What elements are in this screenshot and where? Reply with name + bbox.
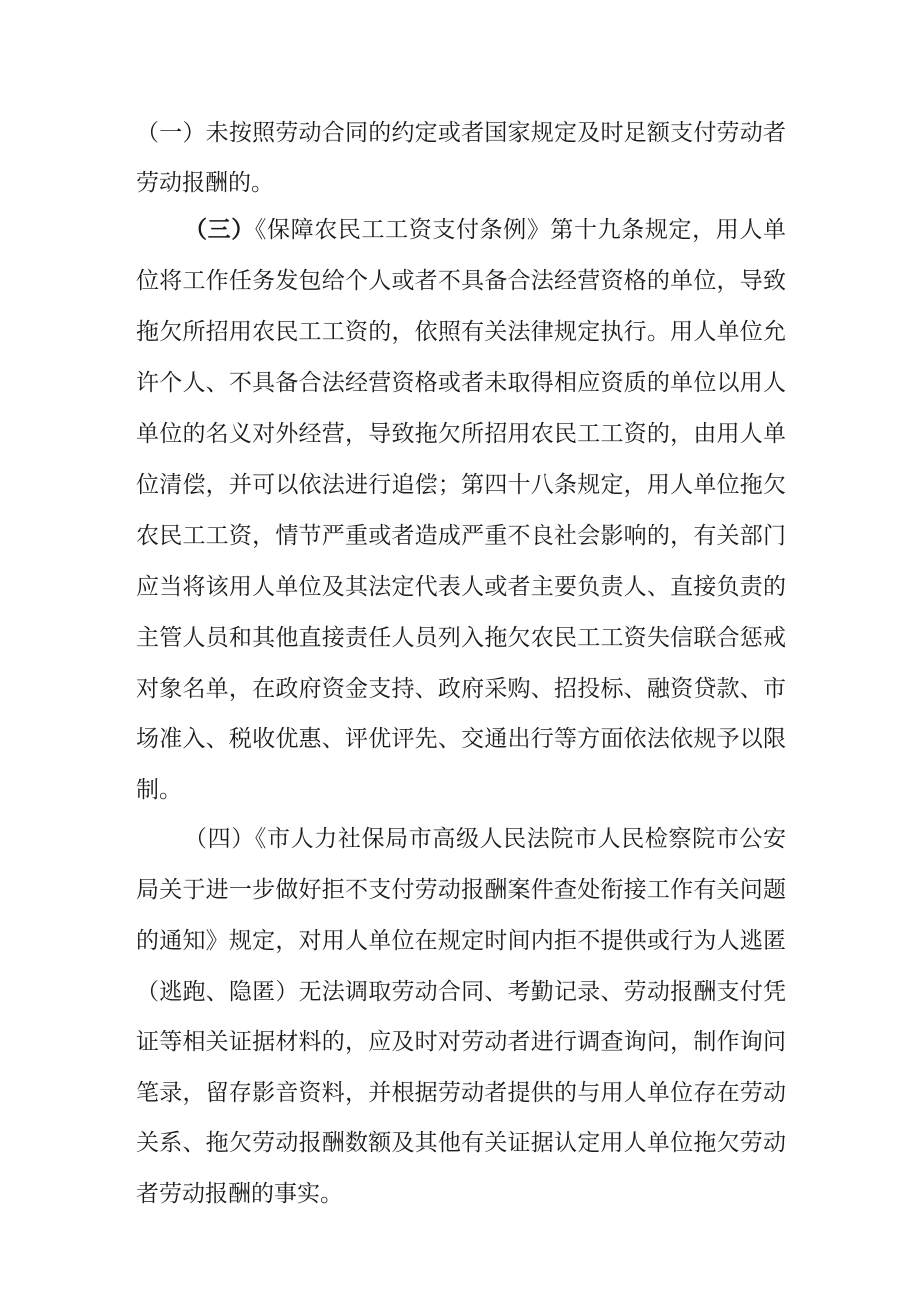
paragraph-2-line-4: 许个人、不具备合法经营资格或者未取得相应资质的单位以用人 — [136, 370, 786, 396]
paragraph-2-line-9: 主管人员和其他直接责任人员列入拖欠农民工工资失信联合惩戒 — [136, 625, 786, 651]
paragraph-2-line-12: 制。 — [136, 777, 182, 803]
paragraph-2-line-7: 农民工工资，情节严重或者造成严重不良社会影响的，有关部门 — [136, 523, 786, 549]
paragraph-3-line-3: 的通知》规定，对用人单位在规定时间内拒不提供或行为人逃匿 — [136, 928, 786, 954]
paragraph-3-line-8: 者劳动报酬的事实。 — [136, 1181, 343, 1207]
paragraph-2-line-5: 单位的名义对外经营，导致拖欠所招用农民工工资的，由用人单 — [136, 421, 786, 447]
paragraph-3-line-6: 笔录，留存影音资料，并根据劳动者提供的与用人单位存在劳动 — [136, 1080, 786, 1106]
paragraph-2-line-2: 位将工作任务发包给个人或者不具备合法经营资格的单位，导致 — [136, 268, 786, 294]
paragraph-3-line-5: 证等相关证据材料的，应及时对劳动者进行调查询问，制作询问 — [136, 1029, 786, 1055]
paragraph-3-line-1: （四）《市人力社保局市高级人民法院市人民检察院市公安 — [184, 826, 786, 852]
paragraph-2-line-6: 位清偿，并可以依法进行追偿；第四十八条规定，用人单位拖欠 — [136, 472, 786, 498]
paragraph-2-line-1-text: 《保障农民工工资支付条例》第十九条规定，用人单 — [254, 217, 787, 243]
paragraph-1-line-2: 劳动报酬的。 — [136, 170, 274, 196]
paragraph-3-line-4: （逃跑、隐匿）无法调取劳动合同、考勤记录、劳动报酬支付凭 — [136, 979, 786, 1005]
paragraph-2-line-8: 应当将该用人单位及其法定代表人或者主要负责人、直接负责的 — [136, 574, 786, 600]
paragraph-3-line-2: 局关于进一步做好拒不支付劳动报酬案件查处衔接工作有关问题 — [136, 877, 786, 903]
paragraph-2-line-3: 拖欠所招用农民工工资的，依照有关法律规定执行。用人单位允 — [136, 319, 786, 345]
paragraph-2-line-10: 对象名单，在政府资金支持、政府采购、招投标、融资贷款、市 — [136, 676, 786, 702]
paragraph-2-label: （三） — [184, 216, 255, 243]
paragraph-1-line-1: （一）未按照劳动合同的约定或者国家规定及时足额支付劳动者 — [136, 120, 786, 146]
paragraph-2-line-1 — [184, 213, 786, 247]
paragraph-3-line-7: 关系、拖欠劳动报酬数额及其他有关证据认定用人单位拖欠劳动 — [136, 1130, 786, 1156]
paragraph-2-line-11: 场准入、税收优惠、评优评先、交通出行等方面依法依规予以限 — [136, 726, 786, 752]
